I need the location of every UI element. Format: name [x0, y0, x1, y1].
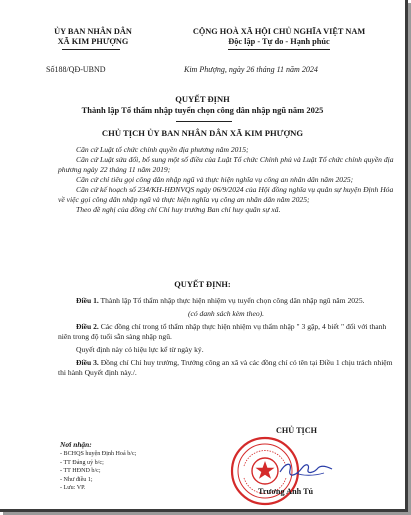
recipient-item: - Lưu: VP. [60, 485, 86, 492]
article-3 [58, 358, 394, 378]
recipients-list [60, 450, 160, 493]
document-kind: QUYẾT ĐỊNH [175, 94, 230, 104]
document-title [0, 94, 405, 116]
article-2-text: Các đồng chí trong tổ thẩm nhập thực hiện nhiệm vụ thẩm nhập " 3 gặp, 4 biết " đối với thanh niên trong độ tuổi sẵn sàng nhập ngũ. [58, 322, 387, 341]
preamble-item: Căn cứ chỉ tiêu gọi công dân nhập ngũ và thực hiện nghĩa vụ công an nhân dân năm 2025; [76, 175, 354, 184]
recipient-item: - BCHQS huyện Định Hoá b/c; [60, 451, 137, 457]
org-line-1: ỦY BAN NHÂN DÂN [54, 27, 132, 36]
article-1-label: Điều 1. [76, 296, 99, 305]
title-underline [176, 121, 232, 122]
preamble-item: Theo đề nghị của đồng chí Chỉ huy trưởng Ban chỉ huy quân sự xã. [76, 205, 281, 214]
recipients-heading: Nơi nhận: [60, 440, 92, 449]
article-1-note: (có danh sách kèm theo). [187, 309, 265, 318]
motto-underline [228, 49, 330, 50]
handwritten-signature-icon [276, 458, 336, 480]
nation-line-1: CỘNG HOÀ XÃ HỘI CHỦ NGHĨA VIỆT NAM [192, 27, 366, 36]
document-subject: Thành lập Tổ thẩm nhập tuyển chọn công dân nhập ngũ năm 2025 [81, 105, 324, 115]
signer-name: Trương Anh Tú [258, 487, 314, 496]
effect-clause: Quyết định này có hiệu lực kể từ ngày ký. [76, 345, 204, 354]
document-number: Số188/QĐ-UBND [46, 65, 106, 74]
preamble [58, 145, 394, 215]
issuing-authority: CHỦ TỊCH ỦY BAN NHÂN DÂN XÃ KIM PHƯỢNG [101, 128, 304, 138]
article-2 [58, 322, 394, 342]
preamble-item: Căn cứ Luật sửa đổi, bổ sung một số điều của Luật Tổ chức Chính phủ và Luật Tổ chức chính quyền địa phương ngày 22 tháng 11 năm 2019; [58, 155, 394, 174]
org-line-2: XÃ KIM PHƯỢNG [57, 37, 129, 46]
recipient-item: - TT HĐND b/c; [60, 468, 101, 475]
article-1 [58, 296, 394, 306]
article-2-label: Điều 2. [76, 322, 99, 331]
article-3-text: Đồng chí Chỉ huy trưởng, Trưởng công an xã và các đồng chí có tên tại Điều 1 chịu trách nhiệm thi hành Quyết định này./. [58, 358, 393, 377]
nation-line-2: Độc lập - Tự do - Hạnh phúc [228, 37, 330, 46]
national-motto [172, 27, 386, 47]
place-date: Kim Phượng, ngày 26 tháng 11 năm 2024 [184, 65, 318, 74]
articles [58, 296, 394, 378]
article-1-text: Thành lập Tổ thẩm nhập thực hiện nhiệm vụ tuyển chọn công dân nhập ngũ năm 2025. [100, 296, 365, 305]
signer-title: CHỦ TỊCH [276, 426, 318, 435]
org-underline [62, 49, 120, 50]
article-3-label: Điều 3. [76, 358, 99, 367]
decides-heading: QUYẾT ĐỊNH: [174, 280, 231, 289]
preamble-item: Căn cứ Luật tổ chức chính quyền địa phương năm 2015; [76, 145, 249, 154]
recipient-item: - TT Đảng uỷ b/c; [60, 459, 104, 466]
issuing-organization [34, 27, 152, 47]
recipient-item: - Như điều 1; [60, 476, 93, 483]
preamble-item: Căn cứ kế hoạch số 234/KH-HĐNVQS ngày 06/9/2024 của Hội đồng nghĩa vụ quân sự huyện Định Hóa về việc gọi công dân nhập ngũ và thực hiện nghĩa vụ công an nhân dân năm 2025; [58, 185, 394, 204]
